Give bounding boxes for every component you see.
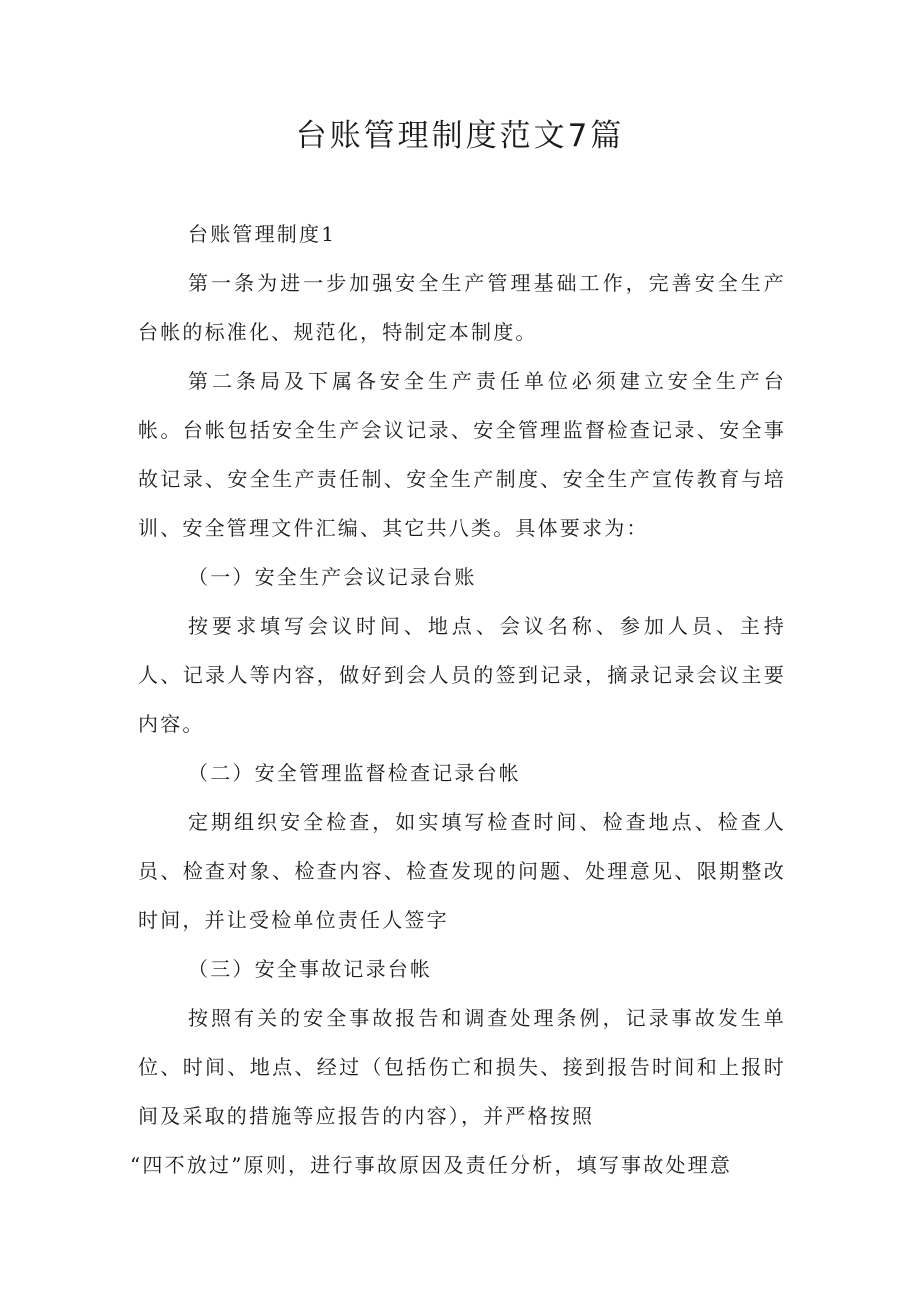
section-heading: 台账管理制度1 xyxy=(188,222,337,246)
paragraph-inspection-records: 定期组织安全检查，如实填写检查时间、检查地点、检查人员、检查对象、检查内容、检查发现的问题、处理意见、限期整改时间，并让受检单位责任人签字 xyxy=(138,810,786,932)
document-body xyxy=(130,210,786,1190)
subheading-accident-records: （三）安全事故记录台帐 xyxy=(188,957,433,981)
paragraph-accident-principle: “四不放过”原则，进行事故原因及责任分析，填写事故处理意 xyxy=(130,1153,733,1177)
document-title: 台账管理制度范文7篇 xyxy=(295,118,625,154)
subheading-inspection-records: （二）安全管理监督检查记录台帐 xyxy=(188,761,521,785)
paragraph-meeting-records: 按要求填写会议时间、地点、会议名称、参加人员、主持人、记录人等内容，做好到会人员的签到记录，摘录记录会议主要内容。 xyxy=(138,614,786,736)
paragraph-article-1: 第一条为进一步加强安全生产管理基础工作，完善安全生产台帐的标准化、规范化，特制定本制度。 xyxy=(138,271,786,344)
subheading-meeting-records: （一）安全生产会议记录台账 xyxy=(188,565,477,589)
paragraph-accident-records: 按照有关的安全事故报告和调查处理条例，记录事故发生单位、时间、地点、经过（包括伤亡和损失、接到报告时间和上报时间及采取的措施等应报告的内容），并严格按照 xyxy=(138,1006,786,1128)
paragraph-article-2: 第二条局及下属各安全生产责任单位必须建立安全生产台帐。台帐包括安全生产会议记录、安全管理监督检查记录、安全事故记录、安全生产责任制、安全生产制度、安全生产宣传教育与培训、安全管理文件汇编、其它共八类。具体要求为： xyxy=(138,369,786,540)
